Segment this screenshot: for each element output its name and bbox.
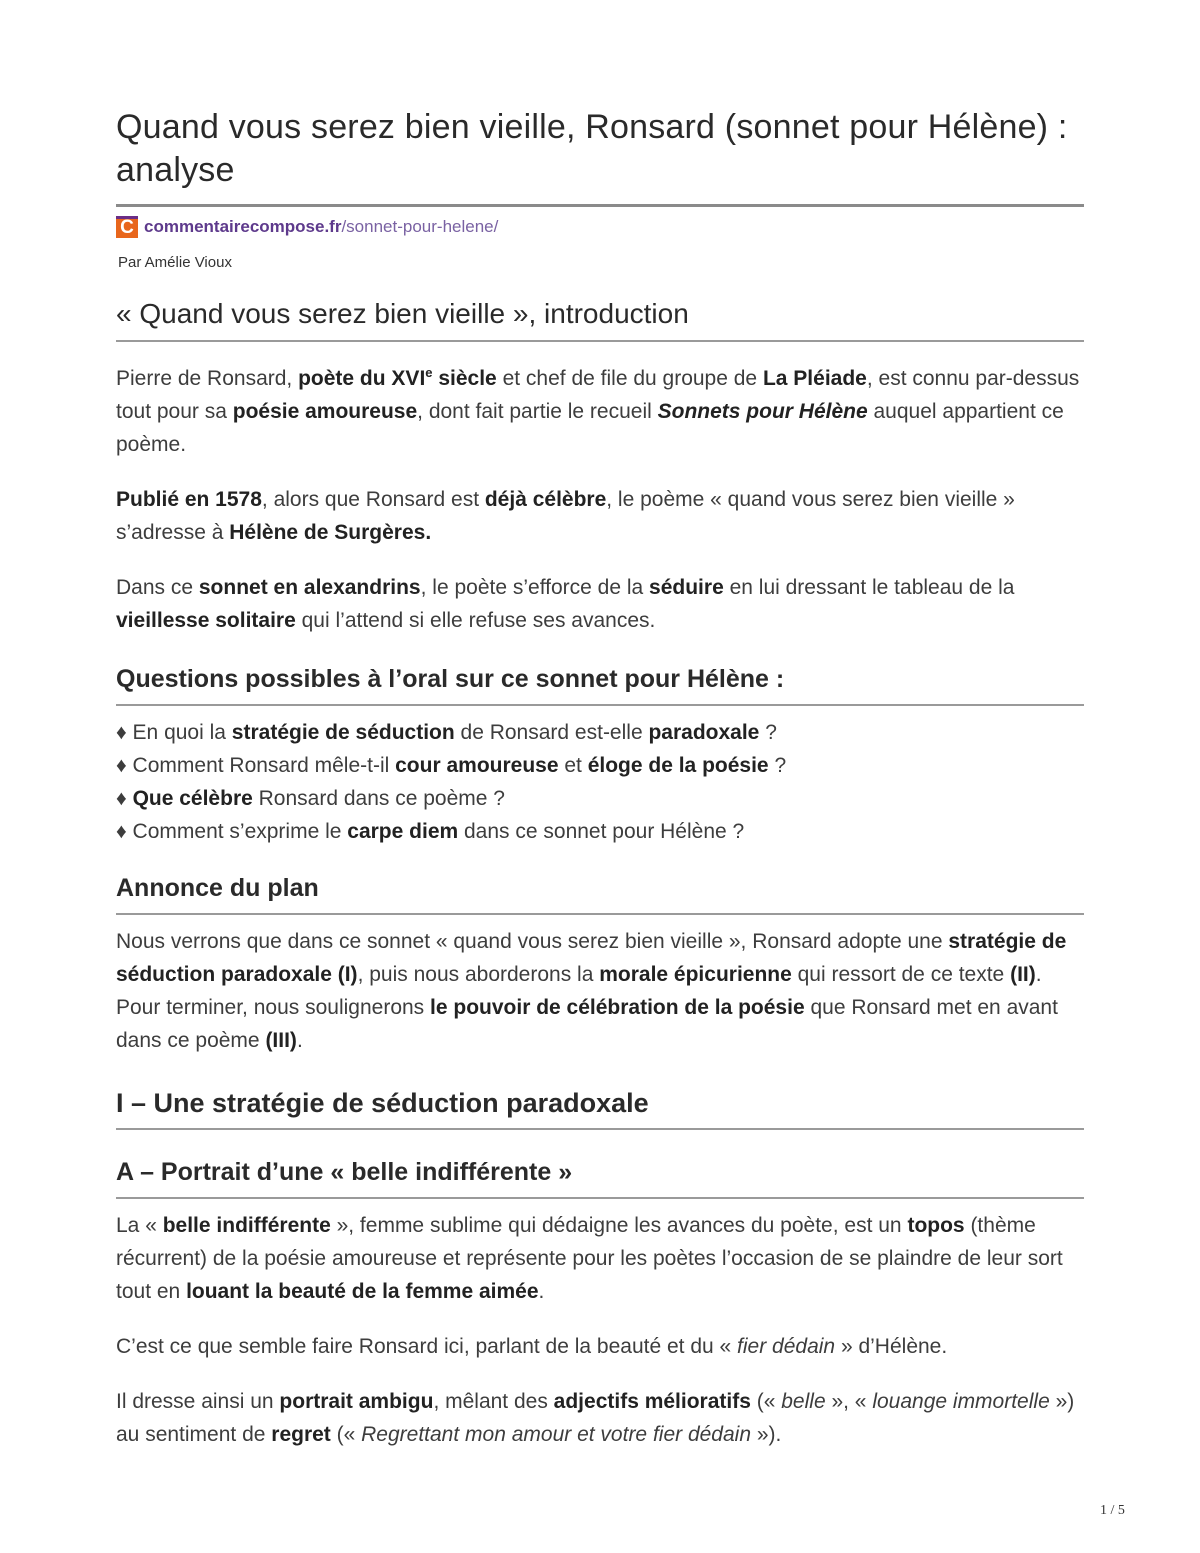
diamond-bullet-icon: ♦: [116, 787, 127, 810]
source-link[interactable]: [116, 215, 1084, 239]
plan-paragraph: Nous verrons que dans ce sonnet « quand vous serez bien vieille », Ronsard adopte une stratégie de séduction paradoxale (I), puis nous aborderons la morale épicurienne qui ressort de ce texte (II). Pour terminer, nous soulignerons le pouvoir de célébration de la poésie que Ronsard met en avant dans ce poème (III).: [116, 930, 1067, 1052]
partA-paragraph-2: C’est ce que semble faire Ronsard ici, parlant de la beauté et du « fier dédain » d’Hélène.: [116, 1335, 948, 1358]
list-item: ♦ En quoi la stratégie de séduction de Ronsard est-elle paradoxale ?: [116, 721, 777, 744]
section-divider: [116, 704, 1084, 706]
source-domain[interactable]: commentairecompose.fr: [144, 217, 342, 236]
partA-paragraph-3: Il dresse ainsi un portrait ambigu, mêlant des adjectifs mélioratifs (« belle », « louange immortelle ») au sentiment de regret (« Regrettant mon amour et votre fier dédain »).: [116, 1390, 1075, 1446]
section-divider: [116, 340, 1084, 342]
author-byline: Par Amélie Vioux: [118, 254, 232, 271]
plan-heading: Annonce du plan: [116, 874, 319, 902]
site-logo-icon: C: [116, 216, 138, 238]
section-divider: [116, 913, 1084, 915]
page-title: Quand vous serez bien vieille, Ronsard (sonnet pour Hélène) : analyse: [116, 108, 1068, 189]
source-path[interactable]: /sonnet-pour-helene/: [341, 217, 499, 236]
part1-heading: I – Une stratégie de séduction paradoxale: [116, 1088, 649, 1118]
list-item: ♦ Comment Ronsard mêle-t-il cour amoureuse et éloge de la poésie ?: [116, 754, 787, 777]
title-divider: [116, 204, 1084, 207]
section-divider: [116, 1128, 1084, 1130]
document-page: [116, 106, 1084, 1473]
intro-heading: « Quand vous serez bien vieille », introduction: [116, 298, 689, 329]
intro-paragraph-1: Pierre de Ronsard, poète du XVIe siècle et chef de file du groupe de La Pléiade, est connu par-dessus tout pour sa poésie amoureuse, dont fait partie le recueil Sonnets pour Hélène auquel appartient ce poème.: [116, 365, 1080, 456]
partA-paragraph-1: La « belle indifférente », femme sublime qui dédaigne les avances du poète, est un topos (thème récurrent) de la poésie amoureuse et représente pour les poètes l’occasion de se plaindre de leur sort tout en louant la beauté de la femme aimée.: [116, 1214, 1063, 1303]
intro-paragraph-3: Dans ce sonnet en alexandrins, le poète s’efforce de la séduire en lui dressant le tableau de la vieillesse solitaire qui l’attend si elle refuse ses avances.: [116, 576, 1015, 632]
intro-paragraph-2: Publié en 1578, alors que Ronsard est déjà célèbre, le poème « quand vous serez bien vieille » s’adresse à Hélène de Surgères.: [116, 488, 1015, 544]
list-item: ♦ Que célèbre Ronsard dans ce poème ?: [116, 787, 505, 810]
page-number: 1 / 5: [1100, 1503, 1125, 1518]
questions-heading: Questions possibles à l’oral sur ce sonnet pour Hélène :: [116, 665, 785, 693]
partA-heading: A – Portrait d’une « belle indifférente »: [116, 1158, 573, 1186]
diamond-bullet-icon: ♦: [116, 820, 127, 843]
section-divider: [116, 1197, 1084, 1199]
diamond-bullet-icon: ♦: [116, 721, 127, 744]
diamond-bullet-icon: ♦: [116, 754, 127, 777]
questions-list: [116, 716, 1084, 848]
list-item: ♦ Comment s’exprime le carpe diem dans ce sonnet pour Hélène ?: [116, 820, 745, 843]
